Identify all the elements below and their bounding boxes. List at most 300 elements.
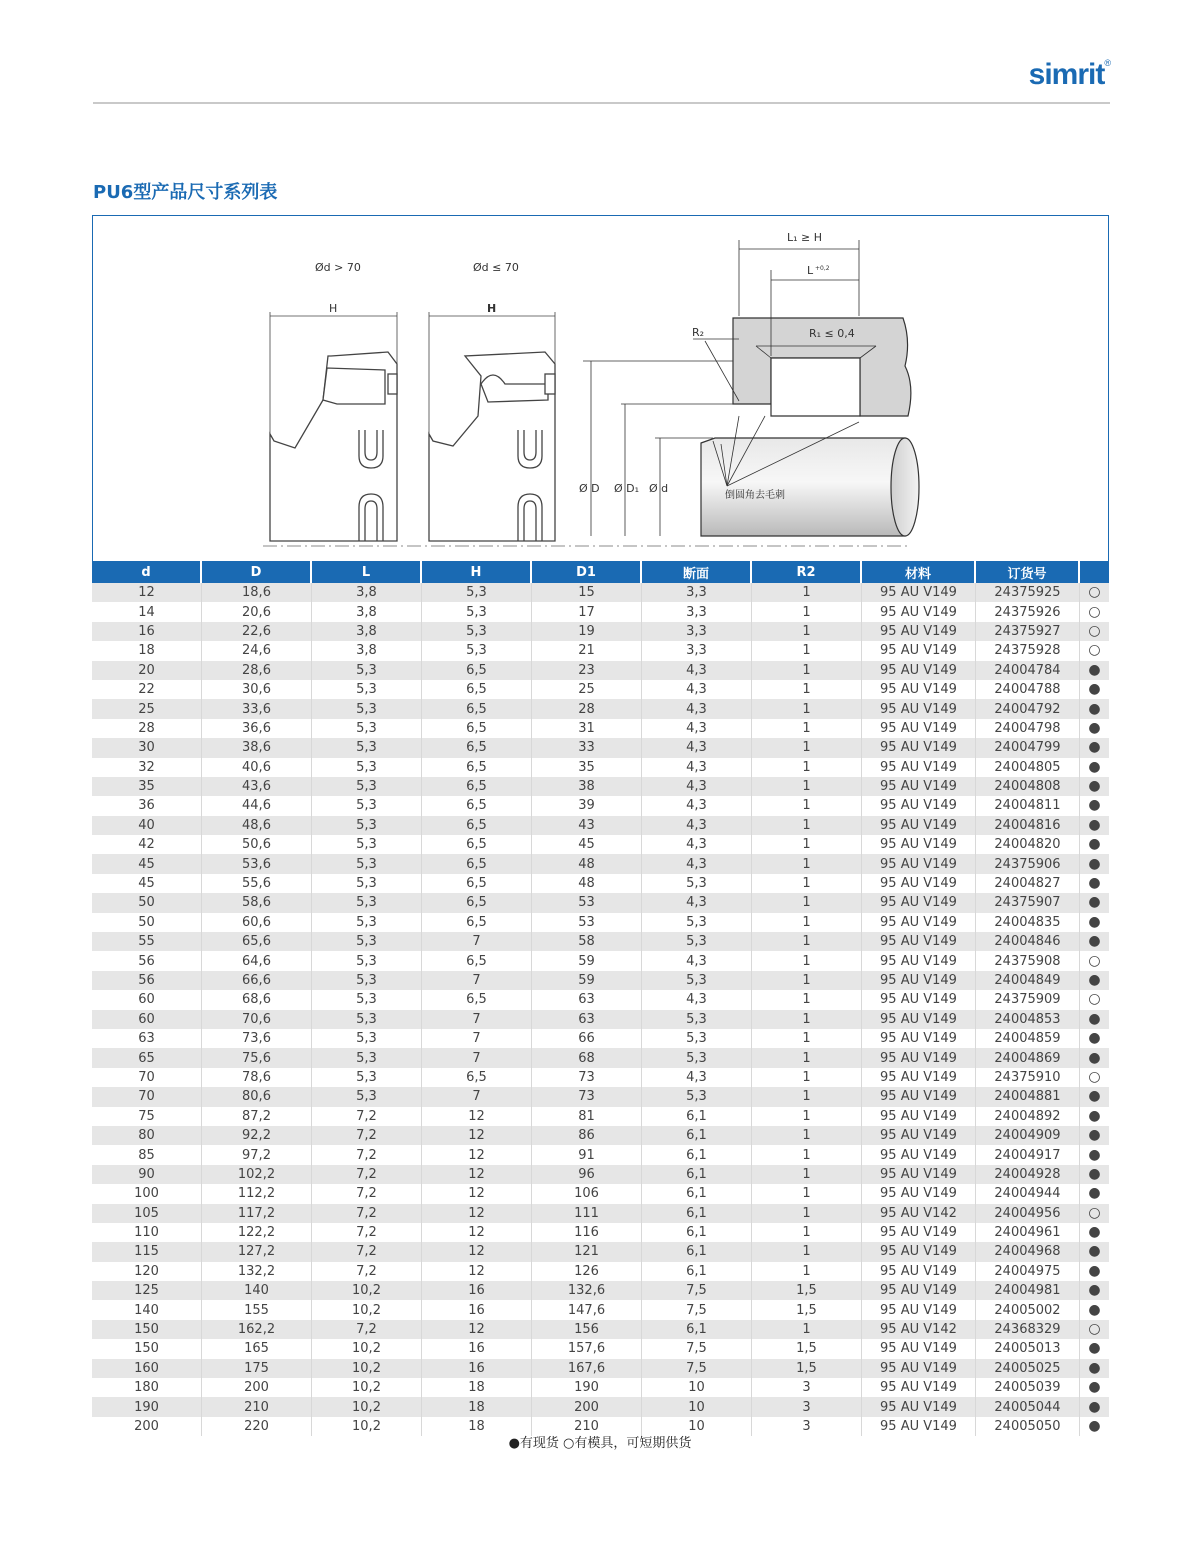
header-L: L [312,561,422,583]
cell-H: 6,5 [422,951,532,970]
cell-availability: ● [1080,1223,1109,1242]
cell-section: 3,3 [642,641,752,660]
cell-H: 6,5 [422,990,532,1009]
cell-d: 125 [92,1281,202,1300]
cell-d: 100 [92,1184,202,1203]
cell-H: 5,3 [422,641,532,660]
table-row [92,1262,1109,1281]
cell-R2: 1 [752,854,862,873]
cell-L: 5,3 [312,680,422,699]
cell-d: 22 [92,680,202,699]
cell-section: 5,3 [642,1048,752,1067]
cell-D1: 63 [532,990,642,1009]
cell-R2: 3 [752,1397,862,1416]
cell-D1: 96 [532,1165,642,1184]
header-d: d [92,561,202,583]
cell-L: 10,2 [312,1300,422,1319]
cell-material: 95 AU V149 [862,1339,976,1358]
cell-D: 132,2 [202,1262,312,1281]
cell-material: 95 AU V149 [862,816,976,835]
cell-H: 12 [422,1262,532,1281]
cell-availability: ● [1080,738,1109,757]
cell-d: 50 [92,893,202,912]
table-row [92,1378,1109,1397]
cell-availability: ○ [1080,990,1109,1009]
cell-material: 95 AU V149 [862,951,976,970]
cell-H: 18 [422,1397,532,1416]
cell-D: 175 [202,1359,312,1378]
cell-availability: ● [1080,1339,1109,1358]
cell-R2: 1 [752,641,862,660]
cell-L: 7,2 [312,1107,422,1126]
cell-availability: ● [1080,1359,1109,1378]
cell-D: 60,6 [202,913,312,932]
cell-section: 5,3 [642,932,752,951]
cell-L: 7,2 [312,1204,422,1223]
cell-R2: 1 [752,622,862,641]
cell-d: 115 [92,1242,202,1261]
cell-section: 5,3 [642,1087,752,1106]
table-row [92,1048,1109,1067]
cell-D1: 48 [532,874,642,893]
cell-d: 12 [92,583,202,602]
cell-order-number: 24005025 [976,1359,1080,1378]
table-row [92,835,1109,854]
cell-H: 6,5 [422,680,532,699]
cell-order-number: 24004799 [976,738,1080,757]
cell-d: 85 [92,1145,202,1164]
page-title: PU6型产品尺寸系列表 [93,182,278,203]
cell-D: 22,6 [202,622,312,641]
cell-d: 36 [92,796,202,815]
cell-material: 95 AU V149 [862,1223,976,1242]
table-row [92,719,1109,738]
cell-order-number: 24004784 [976,661,1080,680]
cell-order-number: 24004788 [976,680,1080,699]
cell-d: 60 [92,1010,202,1029]
cell-order-number: 24375927 [976,622,1080,641]
cell-H: 16 [422,1339,532,1358]
cell-availability: ● [1080,1417,1109,1436]
cell-section: 6,1 [642,1126,752,1145]
table-row [92,932,1109,951]
cell-L: 5,3 [312,990,422,1009]
cell-availability: ● [1080,1010,1109,1029]
cell-order-number: 24375909 [976,990,1080,1009]
table-row [92,1126,1109,1145]
table-row [92,1339,1109,1358]
cell-availability: ● [1080,1048,1109,1067]
cell-H: 12 [422,1107,532,1126]
table-row [92,661,1109,680]
cell-order-number: 24004808 [976,777,1080,796]
cell-availability: ● [1080,1300,1109,1319]
cell-availability: ● [1080,796,1109,815]
cell-R2: 1 [752,719,862,738]
cell-material: 95 AU V149 [862,874,976,893]
cell-d: 28 [92,719,202,738]
cell-material: 95 AU V149 [862,1184,976,1203]
cell-section: 4,3 [642,1068,752,1087]
cell-d: 35 [92,777,202,796]
table-body [92,583,1109,1436]
cell-material: 95 AU V149 [862,758,976,777]
cell-d: 200 [92,1417,202,1436]
cell-R2: 1 [752,1107,862,1126]
cell-D: 20,6 [202,602,312,621]
cell-R2: 1 [752,913,862,932]
cell-D1: 43 [532,816,642,835]
cell-R2: 1 [752,971,862,990]
cell-D: 65,6 [202,932,312,951]
cell-H: 12 [422,1165,532,1184]
cell-L: 10,2 [312,1281,422,1300]
cell-D: 200 [202,1378,312,1397]
cell-d: 20 [92,661,202,680]
cell-section: 4,3 [642,738,752,757]
cell-H: 12 [422,1223,532,1242]
cell-d: 80 [92,1126,202,1145]
cell-D1: 48 [532,854,642,873]
cell-R2: 1 [752,893,862,912]
seal-diagram [93,216,1109,561]
cell-material: 95 AU V149 [862,854,976,873]
cell-material: 95 AU V149 [862,796,976,815]
cell-d: 18 [92,641,202,660]
cell-material: 95 AU V149 [862,1010,976,1029]
cell-D1: 126 [532,1262,642,1281]
cell-section: 6,1 [642,1320,752,1339]
cell-D: 78,6 [202,1068,312,1087]
cell-d: 14 [92,602,202,621]
cell-d: 160 [92,1359,202,1378]
table-row [92,699,1109,718]
cell-availability: ● [1080,758,1109,777]
cell-R2: 1 [752,583,862,602]
label-d-small: Ø d [649,482,669,495]
cell-order-number: 24004928 [976,1165,1080,1184]
cell-D: 75,6 [202,1048,312,1067]
label-D1: Ø D₁ [614,482,640,495]
table-row [92,602,1109,621]
cell-d: 45 [92,874,202,893]
cell-D: 70,6 [202,1010,312,1029]
cell-R2: 1 [752,990,862,1009]
cell-H: 16 [422,1300,532,1319]
cell-R2: 1 [752,1068,862,1087]
cell-order-number: 24004846 [976,932,1080,951]
header-R2: R2 [752,561,862,583]
cell-availability: ○ [1080,583,1109,602]
cell-order-number: 24375926 [976,602,1080,621]
cell-section: 5,3 [642,1029,752,1048]
cell-H: 6,5 [422,835,532,854]
cell-order-number: 24004835 [976,913,1080,932]
cell-R2: 1 [752,1048,862,1067]
cell-R2: 1 [752,602,862,621]
label-L1: L₁ ≥ H [787,231,823,244]
cell-availability: ○ [1080,1204,1109,1223]
table-row [92,1242,1109,1261]
cell-H: 6,5 [422,699,532,718]
cell-R2: 1,5 [752,1300,862,1319]
cell-R2: 1 [752,1029,862,1048]
cell-L: 5,3 [312,738,422,757]
table-row [92,1300,1109,1319]
cell-H: 6,5 [422,874,532,893]
cell-D1: 86 [532,1126,642,1145]
cell-d: 190 [92,1397,202,1416]
cell-d: 32 [92,758,202,777]
cell-order-number: 24375906 [976,854,1080,873]
cell-order-number: 24375928 [976,641,1080,660]
cell-material: 95 AU V149 [862,971,976,990]
cell-R2: 1 [752,816,862,835]
cell-section: 4,3 [642,816,752,835]
table-row [92,854,1109,873]
cell-H: 12 [422,1145,532,1164]
cell-order-number: 24375907 [976,893,1080,912]
cell-D1: 81 [532,1107,642,1126]
cell-L: 10,2 [312,1397,422,1416]
cell-section: 4,3 [642,758,752,777]
cell-R2: 1,5 [752,1281,862,1300]
cell-H: 18 [422,1417,532,1436]
cell-H: 7 [422,1010,532,1029]
cell-D1: 167,6 [532,1359,642,1378]
cell-order-number: 24005002 [976,1300,1080,1319]
table-row [92,1359,1109,1378]
cell-H: 6,5 [422,893,532,912]
cell-order-number: 24004798 [976,719,1080,738]
cell-D1: 45 [532,835,642,854]
cell-d: 70 [92,1068,202,1087]
table-row [92,1087,1109,1106]
cell-section: 6,1 [642,1204,752,1223]
cell-material: 95 AU V149 [862,893,976,912]
cell-availability: ○ [1080,622,1109,641]
cell-material: 95 AU V149 [862,1417,976,1436]
cell-D: 36,6 [202,719,312,738]
cell-D1: 23 [532,661,642,680]
table-row [92,990,1109,1009]
cell-L: 5,3 [312,758,422,777]
cell-D: 44,6 [202,796,312,815]
cell-availability: ● [1080,874,1109,893]
table-row [92,641,1109,660]
cell-order-number: 24368329 [976,1320,1080,1339]
cell-material: 95 AU V149 [862,1107,976,1126]
cell-section: 7,5 [642,1281,752,1300]
cell-D1: 73 [532,1068,642,1087]
cell-L: 5,3 [312,796,422,815]
cell-material: 95 AU V149 [862,699,976,718]
cell-D: 102,2 [202,1165,312,1184]
cell-D1: 91 [532,1145,642,1164]
cell-availability: ● [1080,699,1109,718]
cell-L: 5,3 [312,1048,422,1067]
cell-D: 48,6 [202,816,312,835]
cell-material: 95 AU V149 [862,1087,976,1106]
cell-L: 10,2 [312,1339,422,1358]
table-row [92,1068,1109,1087]
cell-D1: 210 [532,1417,642,1436]
cell-section: 6,1 [642,1184,752,1203]
cell-availability: ○ [1080,641,1109,660]
cell-L: 5,3 [312,1029,422,1048]
cell-section: 6,1 [642,1223,752,1242]
cell-H: 12 [422,1126,532,1145]
seal-profile-large [270,312,397,541]
cell-availability: ● [1080,1165,1109,1184]
cell-section: 7,5 [642,1300,752,1319]
cell-L: 5,3 [312,699,422,718]
cell-H: 5,3 [422,583,532,602]
cell-D: 112,2 [202,1184,312,1203]
cell-section: 3,3 [642,602,752,621]
cell-D1: 68 [532,1048,642,1067]
cell-section: 4,3 [642,777,752,796]
cell-availability: ○ [1080,602,1109,621]
dimension-table [92,561,1109,1436]
cell-order-number: 24005039 [976,1378,1080,1397]
cell-H: 18 [422,1378,532,1397]
cell-section: 5,3 [642,1010,752,1029]
cell-D: 155 [202,1300,312,1319]
cell-L: 5,3 [312,1068,422,1087]
cell-D: 24,6 [202,641,312,660]
cell-material: 95 AU V149 [862,932,976,951]
cell-D: 97,2 [202,1145,312,1164]
cell-D1: 156 [532,1320,642,1339]
table-row [92,1107,1109,1126]
cell-order-number: 24375908 [976,951,1080,970]
cell-d: 56 [92,971,202,990]
cell-section: 4,3 [642,699,752,718]
cell-R2: 1 [752,1145,862,1164]
label-chamfer: 倒圆角去毛刺 [725,490,785,501]
cell-D1: 58 [532,932,642,951]
cell-L: 5,3 [312,951,422,970]
cell-availability: ● [1080,680,1109,699]
cell-D: 122,2 [202,1223,312,1242]
cell-d: 63 [92,1029,202,1048]
cell-R2: 1 [752,680,862,699]
label-L: L [807,264,814,277]
label-H-1: H [329,302,338,315]
cell-order-number: 24004956 [976,1204,1080,1223]
cell-order-number: 24004981 [976,1281,1080,1300]
cell-L: 5,3 [312,854,422,873]
cell-d: 105 [92,1204,202,1223]
housing-drawing [693,240,911,416]
cell-D: 140 [202,1281,312,1300]
cell-availability: ● [1080,1145,1109,1164]
cell-section: 6,1 [642,1165,752,1184]
cell-material: 95 AU V149 [862,1300,976,1319]
cell-R2: 1 [752,1242,862,1261]
cell-availability: ● [1080,835,1109,854]
cell-section: 3,3 [642,583,752,602]
header-availability [1080,561,1109,583]
cell-D: 87,2 [202,1107,312,1126]
cell-section: 10 [642,1397,752,1416]
cell-availability: ● [1080,1281,1109,1300]
table-row [92,777,1109,796]
cell-R2: 1 [752,777,862,796]
cell-d: 60 [92,990,202,1009]
cell-D: 66,6 [202,971,312,990]
label-D: Ø D [579,482,600,495]
cell-D1: 19 [532,622,642,641]
table-row [92,738,1109,757]
cell-D: 50,6 [202,835,312,854]
cell-material: 95 AU V149 [862,583,976,602]
cell-D: 117,2 [202,1204,312,1223]
cell-L: 5,3 [312,874,422,893]
cell-material: 95 AU V149 [862,835,976,854]
cell-D: 55,6 [202,874,312,893]
cell-d: 45 [92,854,202,873]
cell-material: 95 AU V149 [862,738,976,757]
availability-legend: ●有现货 ○有模具，可短期供货 [508,1436,692,1451]
header-divider [93,102,1110,104]
cell-availability: ○ [1080,1068,1109,1087]
table-header-row [92,561,1109,583]
cell-section: 4,3 [642,951,752,970]
cell-availability: ● [1080,913,1109,932]
header-D: D [202,561,312,583]
cell-order-number: 24004968 [976,1242,1080,1261]
table-row [92,1320,1109,1339]
cell-d: 140 [92,1300,202,1319]
cell-section: 3,3 [642,622,752,641]
cell-D1: 132,6 [532,1281,642,1300]
cell-section: 4,3 [642,661,752,680]
cell-D: 64,6 [202,951,312,970]
table-row [92,816,1109,835]
cell-order-number: 24004792 [976,699,1080,718]
cell-H: 6,5 [422,796,532,815]
cell-d: 25 [92,699,202,718]
cell-R2: 1,5 [752,1359,862,1378]
cell-availability: ● [1080,816,1109,835]
cell-d: 56 [92,951,202,970]
cell-D1: 121 [532,1242,642,1261]
cell-H: 6,5 [422,719,532,738]
cell-section: 6,1 [642,1262,752,1281]
cell-R2: 1 [752,661,862,680]
cell-H: 6,5 [422,661,532,680]
cell-D: 73,6 [202,1029,312,1048]
cell-section: 5,3 [642,874,752,893]
cell-material: 95 AU V149 [862,990,976,1009]
cell-H: 5,3 [422,602,532,621]
cell-availability: ● [1080,1029,1109,1048]
cell-order-number: 24004892 [976,1107,1080,1126]
cell-availability: ● [1080,893,1109,912]
cell-L: 5,3 [312,835,422,854]
cell-order-number: 24004805 [976,758,1080,777]
cell-R2: 1,5 [752,1339,862,1358]
cell-R2: 1 [752,1184,862,1203]
cell-order-number: 24375925 [976,583,1080,602]
cell-H: 6,5 [422,777,532,796]
cell-availability: ● [1080,1397,1109,1416]
cell-availability: ○ [1080,1320,1109,1339]
cell-section: 6,1 [642,1242,752,1261]
cell-section: 5,3 [642,971,752,990]
